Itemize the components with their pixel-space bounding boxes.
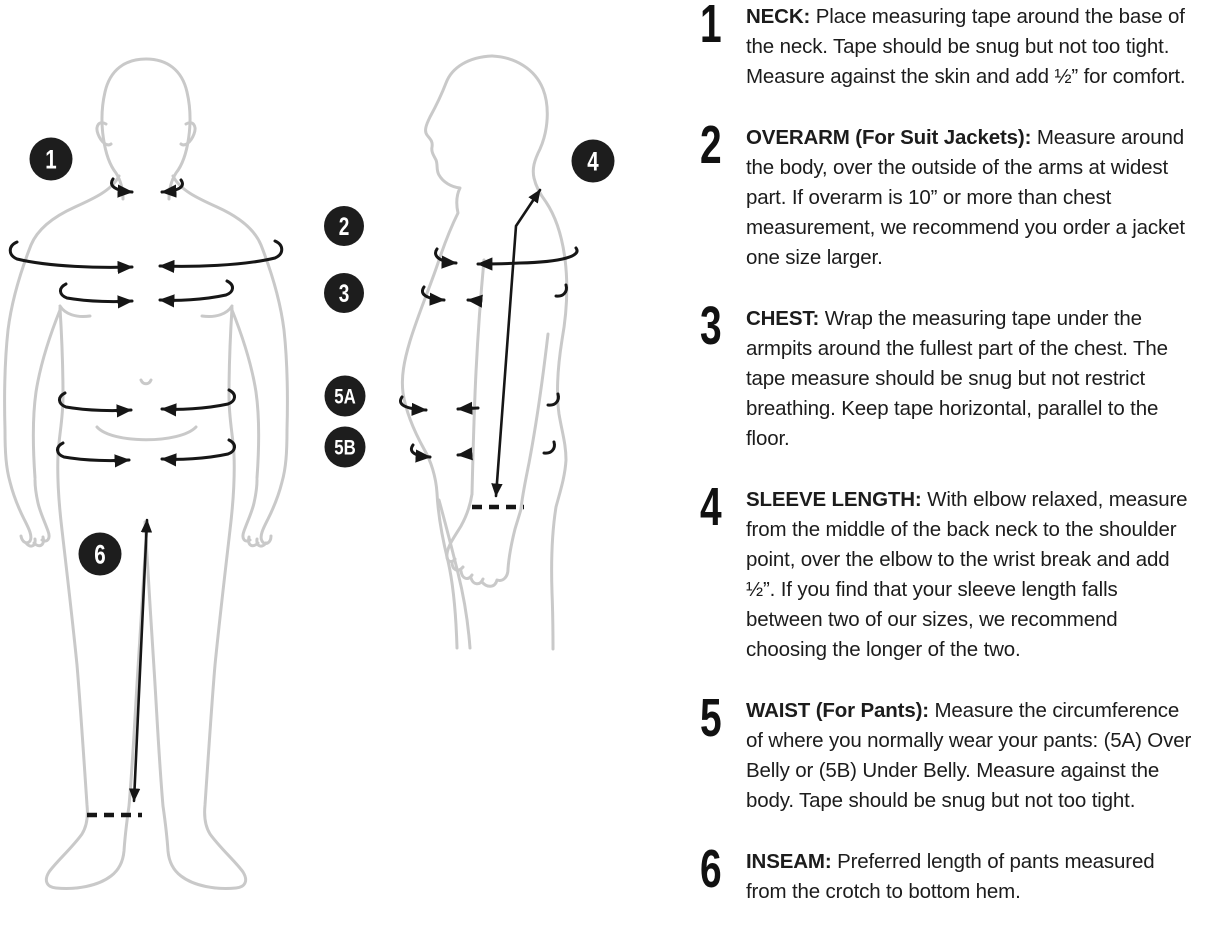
instruction-text <box>746 485 1197 665</box>
side-waist-over-tape-arrows <box>400 394 558 410</box>
side-belly-tape-arrows <box>422 285 566 301</box>
instruction-label: NECK: <box>746 5 811 28</box>
instruction-number: 4 <box>700 477 721 537</box>
front-right-pec <box>202 306 232 317</box>
instruction-body: Measure the circumference of where you normally wear your pants: (5A) Over Belly or (5B) Under Belly. Measure against the body. Tape should be snug but not too tight. <box>746 699 1192 812</box>
instruction-text <box>746 696 1197 816</box>
badge-chest <box>324 273 364 313</box>
front-navel <box>141 380 151 384</box>
instruction-number: 3 <box>700 296 721 356</box>
instruction-item-overarm <box>700 115 1197 273</box>
instruction-number: 5 <box>700 688 721 748</box>
instruction-body: With elbow relaxed, measure from the middle of the back neck to the shoulder point, over the elbow to the wrist break and add ½”. If you find that your sleeve length falls between two of our sizes, we recommend choosing the longer of the two. <box>746 488 1188 661</box>
instruction-body: Wrap the measuring tape under the armpits around the fullest part of the chest. The tape measure should be snug but not restrict breathing. Keep tape horizontal, parallel to the floor. <box>746 307 1168 450</box>
side-inner-leg <box>439 500 470 648</box>
front-left-pec <box>60 306 90 317</box>
badge-label: 5A <box>334 385 356 410</box>
instruction-item-neck <box>700 2 1197 92</box>
badge-label: 5B <box>334 436 356 461</box>
instruction-item-chest <box>700 296 1197 454</box>
badge-inseam <box>79 533 122 576</box>
instruction-item-waist <box>700 688 1197 816</box>
front-right-torso-leg-foot <box>145 308 246 889</box>
badge-label: 6 <box>94 539 106 571</box>
instruction-number: 6 <box>700 839 721 899</box>
instruction-body: Place measuring tape around the base of the neck. Tape should be snug but not too tight. Measure against the skin and add ½” for comfort. <box>746 5 1186 88</box>
side-measurement-marks <box>400 190 577 507</box>
instruction-text <box>746 2 1197 92</box>
instruction-text <box>746 847 1197 907</box>
instruction-number: 2 <box>700 115 721 175</box>
instruction-text <box>746 304 1197 454</box>
inseam-arrow <box>134 520 147 801</box>
side-arm-back-edge <box>521 334 548 509</box>
badge-neck <box>30 138 73 181</box>
waist-under-belly-tape-arrows <box>57 440 234 461</box>
instruction-label: OVERARM (For Suit Jackets): <box>746 126 1032 149</box>
badge-label: 3 <box>338 279 350 308</box>
sleeve-length-arrow <box>496 190 540 496</box>
chest-tape-arrows <box>60 281 232 302</box>
front-head <box>102 59 190 199</box>
instruction-label: SLEEVE LENGTH: <box>746 488 922 511</box>
instruction-body: Measure around the body, over the outside of the arms at widest part. If overarm is 10” or more than chest measurement, we recommend you order a jacket one size larger. <box>746 126 1185 269</box>
instruction-text <box>746 123 1197 273</box>
instruction-number: 1 <box>700 0 721 54</box>
badge-waist-over-belly <box>325 376 366 417</box>
side-head-back-buttock-leg <box>492 56 567 649</box>
badge-label: 2 <box>338 212 350 241</box>
instruction-label: WAIST (For Pants): <box>746 699 929 722</box>
front-view-body-outline <box>5 59 288 889</box>
side-view-body-outline <box>402 56 566 649</box>
front-belly-curve <box>97 427 196 440</box>
badge-label: 1 <box>45 144 57 176</box>
badge-overarm <box>324 206 364 246</box>
front-right-inner-arm <box>232 310 259 478</box>
waist-over-belly-tape-arrows <box>59 390 234 411</box>
instruction-item-sleeve-length <box>700 477 1197 665</box>
overarm-tape-arrows <box>10 241 282 267</box>
badge-sleeve-length <box>572 140 615 183</box>
front-measurement-marks <box>10 179 282 815</box>
instruction-label: CHEST: <box>746 307 820 330</box>
side-chest-tape-arrows <box>436 248 578 264</box>
instruction-body: Preferred length of pants measured from the crotch to bottom hem. <box>746 850 1155 903</box>
instruction-item-inseam <box>700 839 1197 907</box>
instruction-label: INSEAM: <box>746 850 832 873</box>
badge-label: 4 <box>587 146 599 178</box>
side-arm-front-edge <box>472 260 484 494</box>
measurement-instructions-list <box>700 2 1197 934</box>
badge-waist-under-belly <box>325 427 366 468</box>
front-left-inner-arm <box>33 310 60 478</box>
